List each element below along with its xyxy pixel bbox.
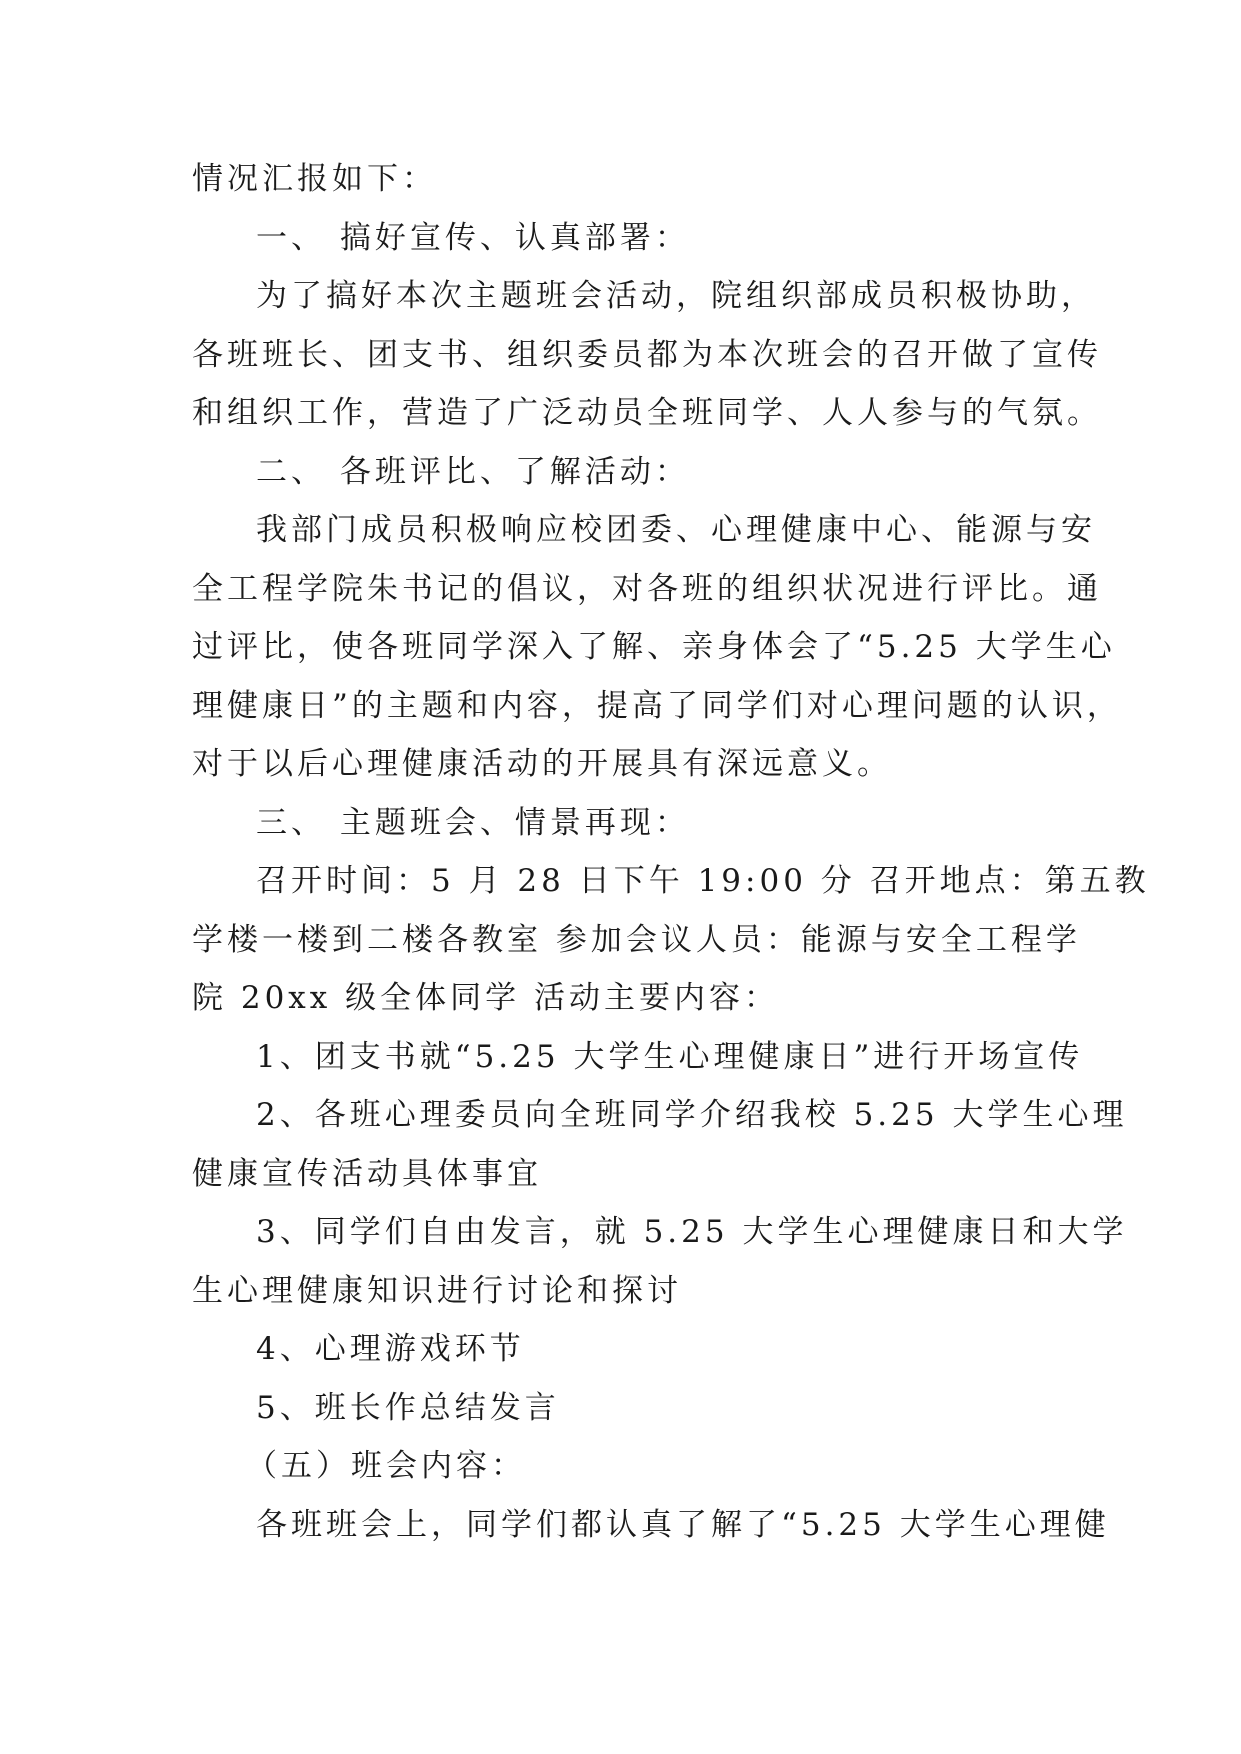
text-line: 过评比，使各班同学深入了解、亲身体会了“5.25 大学生心 xyxy=(192,629,1116,665)
text-line: 我部门成员积极响应校团委、心理健康中心、能源与安 xyxy=(256,512,1096,548)
text-line: 全工程学院朱书记的倡议，对各班的组织状况进行评比。通 xyxy=(192,570,1102,607)
section-heading-2: 二、 各班评比、了解活动： xyxy=(256,453,690,490)
text-line: 为了搞好本次主题班会活动，院组织部成员积极协助， xyxy=(256,278,1096,314)
list-item: 3、同学们自由发言，就 5.25 大学生心理健康日和大学 xyxy=(256,1214,1128,1250)
section-heading-5: （五）班会内容： xyxy=(246,1448,526,1484)
text-line: 健康宣传活动具体事宜 xyxy=(192,1155,542,1192)
list-item: 2、各班心理委员向全班同学介绍我校 5.25 大学生心理 xyxy=(256,1097,1128,1133)
text-line: 对于以后心理健康活动的开展具有深远意义。 xyxy=(192,746,892,782)
list-item: 1、团支书就“5.25 大学生心理健康日”进行开场宣传 xyxy=(256,1038,1084,1075)
text-line: 理健康日”的主题和内容，提高了同学们对心理问题的认识， xyxy=(192,687,1122,724)
text-line: 各班班会上，同学们都认真了解了“5.25 大学生心理健 xyxy=(256,1506,1110,1543)
text-line: 学楼一楼到二楼各教室 参加会议人员：能源与安全工程学 xyxy=(192,921,1081,958)
list-item: 5、班长作总结发言 xyxy=(256,1389,560,1426)
text-line: 生心理健康知识进行讨论和探讨 xyxy=(192,1272,682,1309)
text-line: 情况汇报如下： xyxy=(192,161,437,197)
document-body xyxy=(192,150,1150,1554)
section-heading-1: 一、 搞好宣传、认真部署： xyxy=(256,219,690,256)
list-item: 4、心理游戏环节 xyxy=(256,1331,525,1367)
section-heading-3: 三、 主题班会、情景再现： xyxy=(256,804,690,841)
text-line: 院 20xx 级全体同学 活动主要内容： xyxy=(192,980,779,1016)
text-line: 各班班长、团支书、组织委员都为本次班会的召开做了宣传 xyxy=(192,336,1102,373)
text-line: 召开时间：5 月 28 日下午 19:00 分 召开地点：第五教 xyxy=(256,863,1150,899)
text-line: 和组织工作，营造了广泛动员全班同学、人人参与的气氛。 xyxy=(192,395,1102,431)
